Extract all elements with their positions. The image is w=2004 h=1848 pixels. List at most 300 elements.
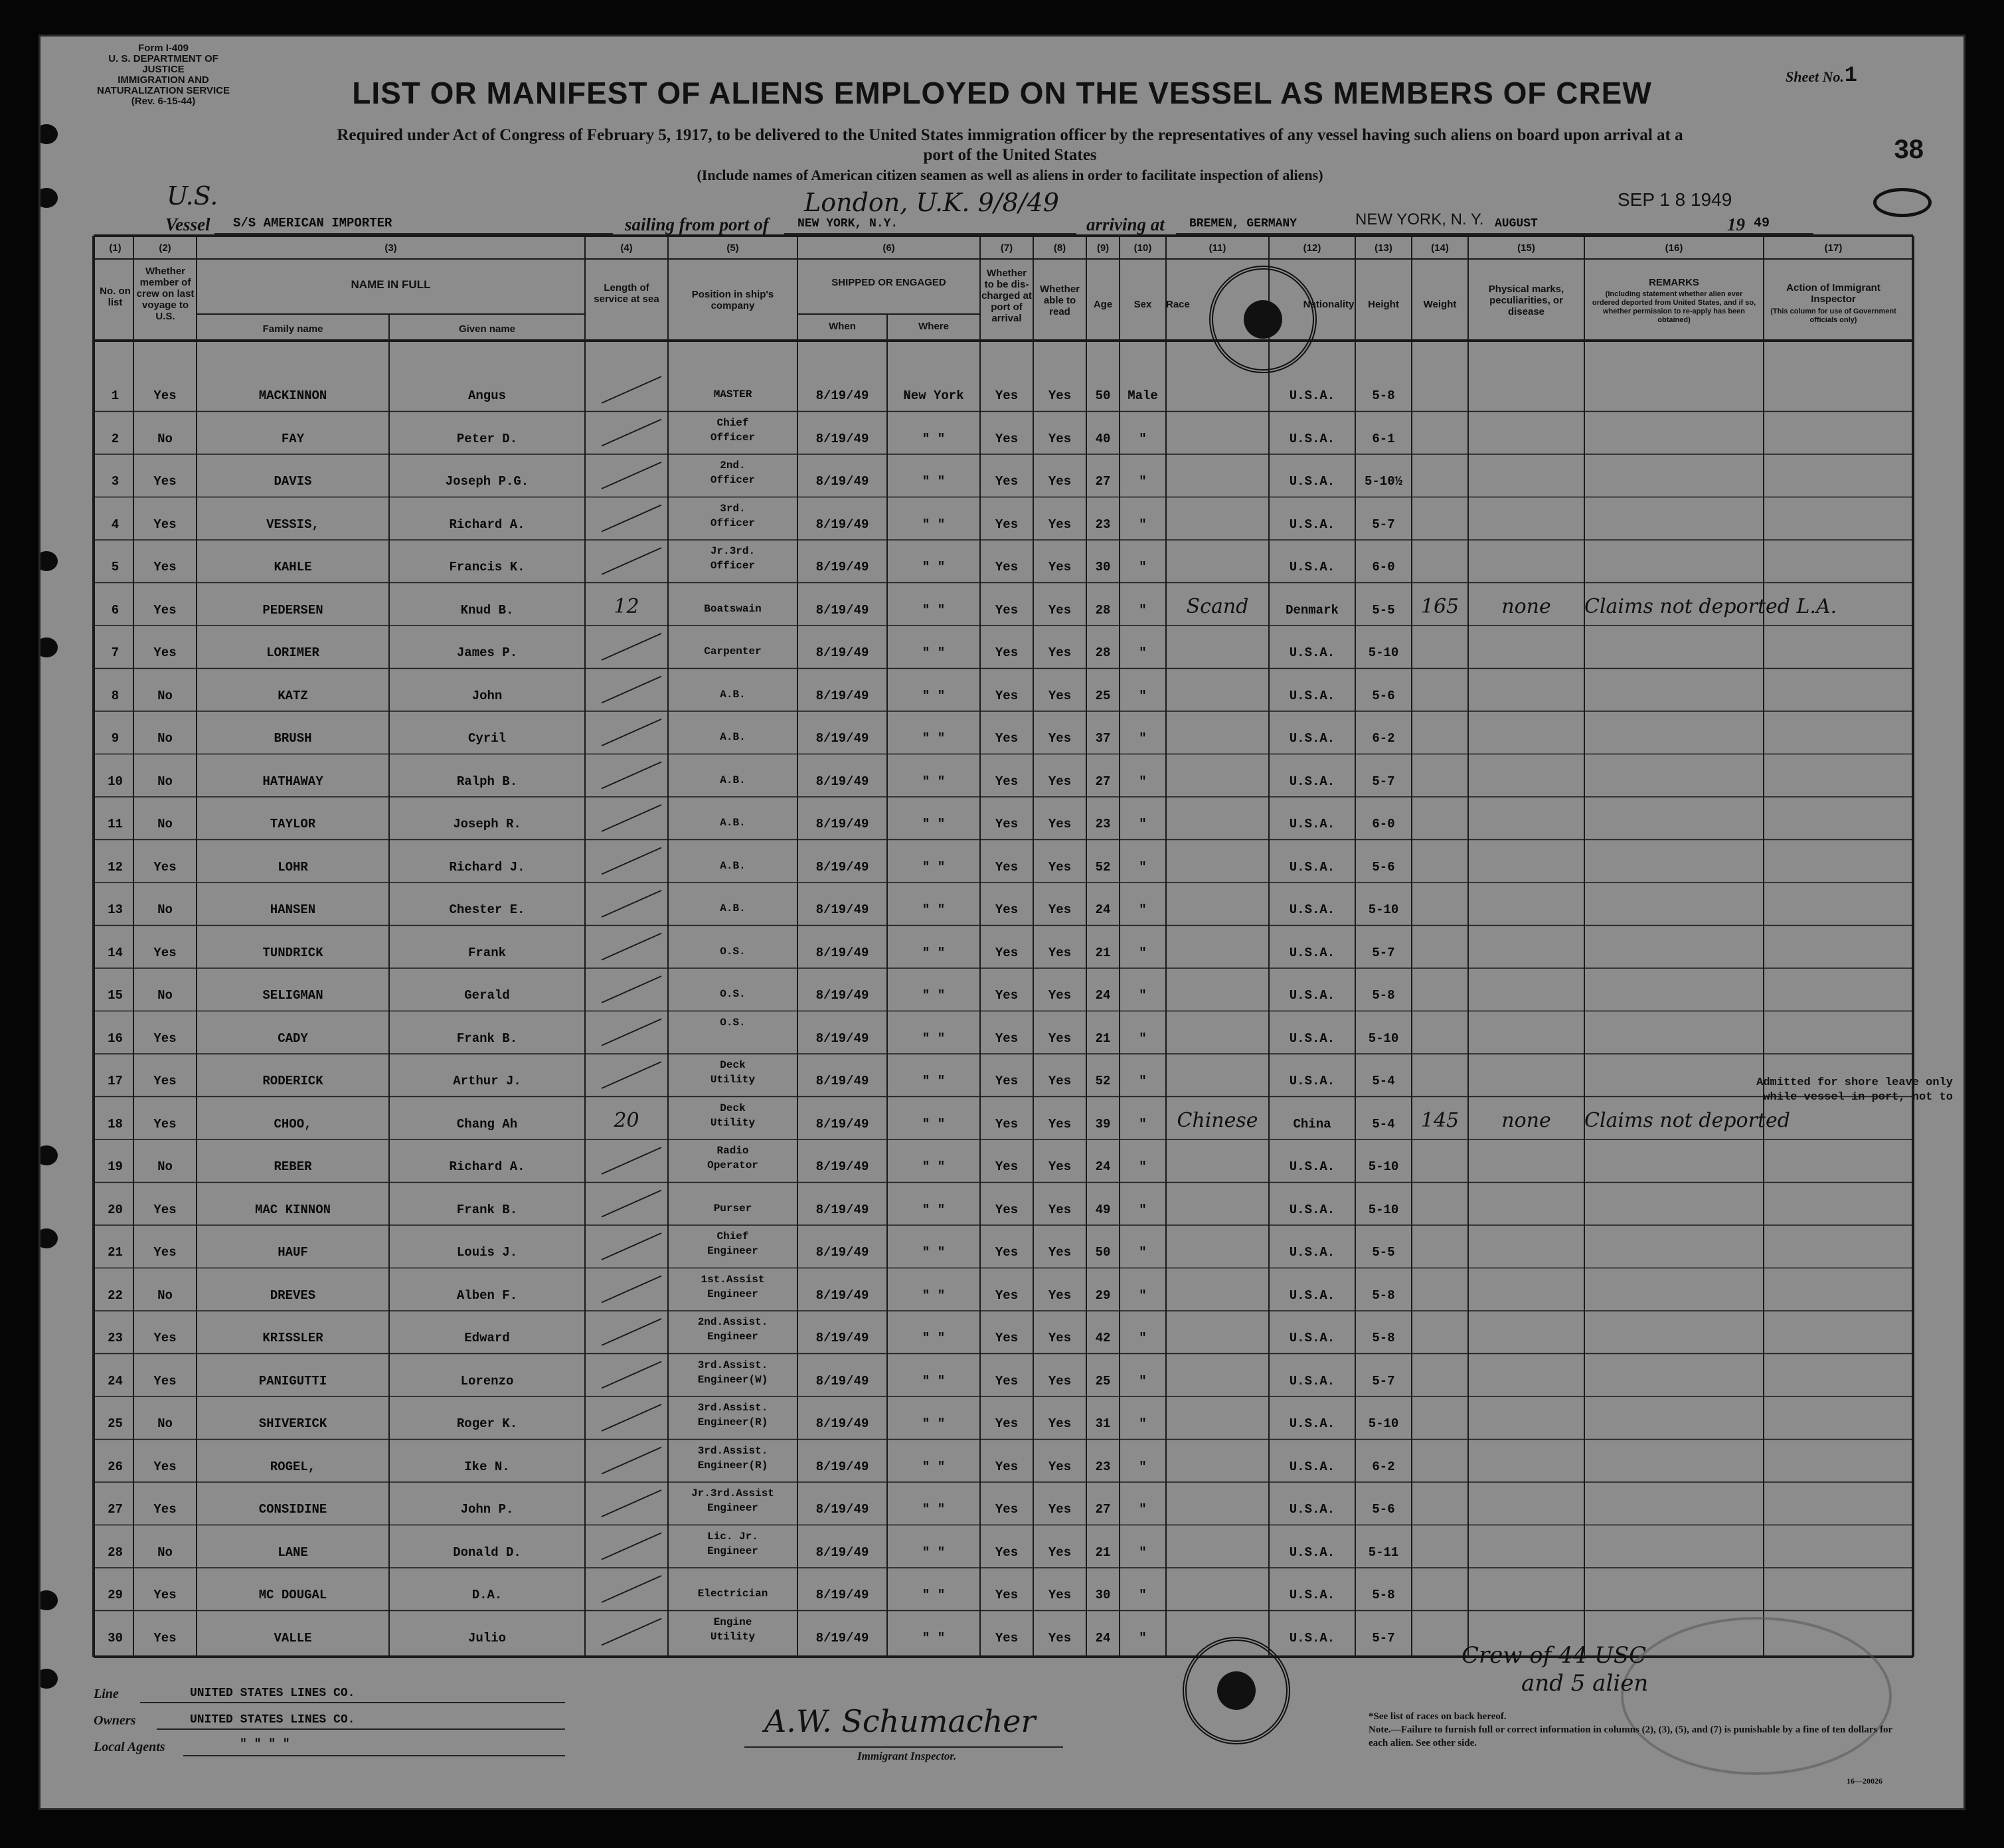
crew-read-cell: Yes [1048, 688, 1072, 703]
crew-no-cell: 22 [108, 1288, 123, 1303]
crew-when-cell: 8/19/49 [815, 388, 869, 403]
crew-where-cell: " " [922, 1331, 946, 1345]
crew-race-cell: Scand [1186, 594, 1249, 618]
crew-position-line2: A.B. [720, 731, 746, 743]
crew-read-cell: Yes [1048, 1588, 1072, 1602]
crew-read-cell: Yes [1048, 1373, 1072, 1388]
crew-nat-cell: U.S.A. [1289, 731, 1335, 746]
crew-height-cell: 6-2 [1372, 731, 1395, 746]
arriving-label: arriving at [1086, 214, 1165, 234]
crew-disch-cell: Yes [995, 388, 1019, 403]
crew-where-cell: " " [922, 731, 946, 746]
crew-last-cell: No [157, 774, 173, 789]
crew-last-cell: Yes [153, 1459, 177, 1474]
crew-when-cell: 8/19/49 [815, 731, 869, 746]
crew-where-cell: " " [922, 1630, 946, 1645]
colnum-12: (12) [1303, 242, 1321, 254]
crew-nat-cell: U.S.A. [1289, 1159, 1335, 1174]
crew-sex-cell: " [1139, 1202, 1147, 1217]
crew-given-cell: Ralph B. [456, 774, 518, 789]
crew-given-cell: John P. [460, 1502, 514, 1517]
crew-nat-cell: U.S.A. [1289, 1202, 1335, 1217]
crew-last-cell: Yes [153, 1031, 177, 1046]
crew-last-cell: Yes [153, 1116, 177, 1132]
crew-no-cell: 25 [108, 1416, 123, 1431]
crew-read-cell: Yes [1048, 388, 1072, 403]
footnotes [1369, 1710, 1900, 1750]
crew-where-cell: " " [922, 1502, 946, 1517]
crew-remarks-cell: Claims not deported [1584, 1108, 1790, 1132]
crew-position-line1: O.S. [720, 1016, 746, 1029]
crew-read-cell: Yes [1048, 859, 1072, 875]
crew-age-cell: 30 [1095, 560, 1111, 574]
crew-age-cell: 24 [1095, 988, 1111, 1003]
crew-nat-cell: U.S.A. [1289, 431, 1335, 446]
crew-family-cell: MC DOUGAL [258, 1588, 327, 1602]
header-no-on-list: No. on list [100, 286, 131, 308]
crew-where-cell: " " [922, 1545, 946, 1560]
crew-age-cell: 21 [1095, 1545, 1111, 1560]
crew-nat-cell: U.S.A. [1289, 1245, 1335, 1260]
crew-when-cell: 8/19/49 [815, 1331, 869, 1345]
crew-height-cell: 5-10 [1368, 1159, 1399, 1174]
crew-when-cell: 8/19/49 [815, 645, 869, 660]
crew-where-cell: " " [922, 517, 946, 532]
crew-where-cell: " " [922, 602, 946, 618]
crew-last-cell: No [157, 688, 173, 703]
header-family-name: Family name [262, 323, 323, 335]
footer-agents-value: " " " " [240, 1738, 290, 1751]
eagle-emblem-icon [1244, 300, 1282, 339]
crew-last-cell: Yes [153, 859, 177, 875]
crew-read-cell: Yes [1048, 560, 1072, 574]
crew-read-cell: Yes [1048, 817, 1072, 831]
footer-line-label: Line [94, 1687, 119, 1701]
crew-height-cell: 5-8 [1372, 1588, 1395, 1602]
crew-disch-cell: Yes [995, 1630, 1019, 1645]
crew-read-cell: Yes [1048, 1630, 1072, 1645]
crew-age-cell: 23 [1095, 1459, 1111, 1474]
crew-family-cell: REBER [274, 1159, 312, 1174]
crew-service-cell: 20 [614, 1108, 639, 1132]
crew-position-line2: Engineer [707, 1502, 758, 1514]
crew-no-cell: 17 [108, 1074, 123, 1088]
crew-when-cell: 8/19/49 [815, 988, 869, 1003]
crew-sex-cell: " [1139, 1116, 1147, 1132]
crew-position-line2: Purser [713, 1202, 752, 1215]
crew-family-cell: MACKINNON [258, 388, 327, 403]
crew-read-cell: Yes [1048, 1288, 1072, 1303]
crew-last-cell: No [157, 988, 173, 1003]
crew-height-cell: 5-7 [1372, 945, 1395, 960]
header-age: Age [1093, 299, 1113, 310]
crew-last-cell: Yes [153, 1630, 177, 1645]
footer-line-value: UNITED STATES LINES CO. [190, 1687, 355, 1700]
crew-last-cell: Yes [153, 945, 177, 960]
crew-family-cell: SELIGMAN [262, 988, 323, 1003]
crew-position-line2: A.B. [720, 774, 746, 786]
page-number: 38 [1894, 135, 1924, 164]
colnum-4: (4) [620, 242, 633, 254]
crew-age-cell: 49 [1095, 1202, 1111, 1217]
crew-nat-cell: U.S.A. [1289, 560, 1335, 574]
shore-leave-annotation: Admitted for shore leave only while vessel in port, not to [1756, 1076, 1953, 1104]
crew-position-line2: Engineer [707, 1245, 758, 1257]
colnum-1: (1) [109, 242, 122, 254]
crew-last-cell: No [157, 1416, 173, 1431]
header-position: Position in ship's company [691, 289, 774, 311]
crew-nat-cell: U.S.A. [1289, 1031, 1335, 1046]
crew-family-cell: TAYLOR [270, 817, 316, 831]
crew-last-cell: Yes [153, 1074, 177, 1088]
colnum-13: (13) [1375, 242, 1392, 254]
crew-given-cell: Arthur J. [453, 1074, 521, 1088]
crew-no-cell: 6 [111, 602, 120, 618]
crew-nat-cell: U.S.A. [1289, 517, 1335, 532]
crew-position-line2: O.S. [720, 988, 746, 1000]
crew-height-cell: 5-10 [1368, 645, 1399, 660]
crew-read-cell: Yes [1048, 988, 1072, 1003]
crew-last-cell: No [157, 431, 173, 446]
crew-where-cell: " " [922, 431, 946, 446]
crew-sex-cell: " [1139, 774, 1147, 789]
crew-nat-cell: U.S.A. [1289, 1331, 1335, 1345]
crew-sex-cell: " [1139, 1373, 1147, 1388]
arriving-stamp: NEW YORK, N. Y. [1355, 210, 1484, 228]
crew-no-cell: 5 [111, 560, 120, 574]
crew-given-cell: Lorenzo [460, 1373, 514, 1388]
crew-nat-cell: U.S.A. [1289, 1288, 1335, 1303]
crew-where-cell: " " [922, 1588, 946, 1602]
crew-sex-cell: " [1139, 1459, 1147, 1474]
header-where: Where [918, 321, 949, 332]
crew-sex-cell: " [1139, 1545, 1147, 1560]
colnum-9: (9) [1096, 242, 1110, 254]
crew-position-line1: 3rd.Assist. [697, 1402, 768, 1414]
crew-height-cell: 5-8 [1372, 988, 1395, 1003]
crew-when-cell: 8/19/49 [815, 1373, 869, 1388]
crew-when-cell: 8/19/49 [815, 431, 869, 446]
header-member-last-voyage: Whether member of crew on last voyage to U.S. [136, 266, 195, 322]
crew-family-cell: HANSEN [270, 902, 316, 917]
crew-position-line2: Boatswain [704, 602, 762, 615]
crew-sex-cell: " [1139, 1502, 1147, 1517]
crew-disch-cell: Yes [995, 474, 1019, 489]
crew-where-cell: " " [922, 1074, 946, 1088]
faint-stamp [1621, 1617, 1892, 1775]
crew-when-cell: 8/19/49 [815, 1202, 869, 1217]
crew-disch-cell: Yes [995, 1545, 1019, 1560]
crew-where-cell: " " [922, 1159, 946, 1174]
colnum-14: (14) [1431, 242, 1449, 254]
crew-given-cell: Frank B. [456, 1202, 518, 1217]
colnum-16: (16) [1665, 242, 1683, 254]
crew-sex-cell: " [1139, 645, 1147, 660]
header-able-read: Whether able to read [1040, 284, 1080, 317]
crew-where-cell: New York [903, 388, 964, 403]
crew-when-cell: 8/19/49 [815, 560, 869, 574]
crew-given-cell: John [471, 688, 503, 703]
crew-disch-cell: Yes [995, 1502, 1019, 1517]
crew-no-cell: 19 [108, 1159, 123, 1174]
crew-marks-cell: none [1501, 594, 1551, 618]
crew-sex-cell: " [1139, 1245, 1147, 1260]
header-sex: Sex [1133, 299, 1152, 310]
crew-given-cell: Angus [467, 388, 506, 403]
crew-read-cell: Yes [1048, 902, 1072, 917]
crew-height-cell: 5-4 [1372, 1074, 1395, 1088]
crew-age-cell: 27 [1095, 774, 1111, 789]
crew-race-cell: Chinese [1177, 1108, 1258, 1132]
crew-disch-cell: Yes [995, 1588, 1019, 1602]
crew-family-cell: ROGEL, [270, 1459, 316, 1474]
crew-age-cell: 21 [1095, 1031, 1111, 1046]
subtitle-port: port of the United States [923, 146, 1097, 164]
crew-height-cell: 5-10 [1368, 1031, 1399, 1046]
crew-where-cell: " " [922, 1031, 946, 1046]
crew-when-cell: 8/19/49 [815, 902, 869, 917]
sailing-label: sailing from port of [625, 214, 769, 234]
arriving-typed: BREMEN, GERMANY [1189, 217, 1297, 230]
crew-height-cell: 5-7 [1372, 1373, 1395, 1388]
crew-no-cell: 3 [111, 474, 120, 489]
header-discharged: Whether to be dis-charged at port of arrival [981, 268, 1032, 324]
header-nationality: Nationality [1303, 299, 1355, 310]
crew-family-cell: PANIGUTTI [258, 1373, 327, 1388]
crew-disch-cell: Yes [995, 1031, 1019, 1046]
crew-height-cell: 5-10½ [1364, 474, 1402, 489]
crew-nat-cell: U.S.A. [1289, 945, 1335, 960]
crew-no-cell: 13 [108, 902, 123, 917]
crew-nat-cell: U.S.A. [1289, 1588, 1335, 1602]
crew-position-line2: Engineer [707, 1545, 758, 1557]
crew-position-line2: A.B. [720, 688, 746, 701]
crew-nat-cell: U.S.A. [1289, 1459, 1335, 1474]
inspector-label: Immigrant Inspector. [857, 1750, 957, 1762]
crew-when-cell: 8/19/49 [815, 817, 869, 831]
crew-where-cell: " " [922, 1116, 946, 1132]
crew-nat-cell: U.S.A. [1289, 817, 1335, 831]
crew-given-cell: Julio [467, 1630, 506, 1645]
crew-age-cell: 31 [1095, 1416, 1111, 1431]
crew-given-cell: Joseph R. [453, 817, 521, 831]
sheet-number-value: 1 [1844, 63, 1857, 88]
crew-last-cell: Yes [153, 1202, 177, 1217]
colnum-8: (8) [1053, 242, 1066, 254]
crew-family-cell: HATHAWAY [262, 774, 323, 789]
crew-read-cell: Yes [1048, 1545, 1072, 1560]
crew-where-cell: " " [922, 1416, 946, 1431]
crew-age-cell: 27 [1095, 1502, 1111, 1517]
colnum-3: (3) [384, 242, 397, 254]
crew-last-cell: No [157, 902, 173, 917]
crew-when-cell: 8/19/49 [815, 1116, 869, 1132]
crew-given-cell: Roger K. [456, 1416, 518, 1431]
crew-last-cell: Yes [153, 474, 177, 489]
crew-given-cell: Louis J. [456, 1245, 518, 1260]
crew-disch-cell: Yes [995, 1074, 1019, 1088]
crew-age-cell: 40 [1095, 431, 1111, 446]
colnum-2: (2) [159, 242, 171, 254]
crew-position-line2: Engineer(W) [697, 1373, 768, 1386]
crew-family-cell: HAUF [278, 1245, 308, 1260]
crew-sex-cell: " [1139, 817, 1147, 831]
crew-nat-cell: U.S.A. [1289, 774, 1335, 789]
crew-no-cell: 23 [108, 1331, 123, 1345]
crew-where-cell: " " [922, 817, 946, 831]
crew-where-cell: " " [922, 1288, 946, 1303]
crew-no-cell: 7 [111, 645, 120, 660]
crew-family-cell: TUNDRICK [262, 945, 323, 960]
form-revision: (Rev. 6-15-44) [131, 96, 196, 107]
crew-position-line2: Engineer(R) [697, 1459, 768, 1471]
header-race: Race [1166, 299, 1190, 310]
crew-family-cell: KATZ [278, 688, 308, 703]
date-stamp: SEP 1 8 1949 [1618, 189, 1732, 210]
header-remarks-note: (Including statement whether alien ever ordered deported from United States, and if so, whether permission to re-apply has been obtained) [1592, 290, 1756, 324]
crew-disch-cell: Yes [995, 731, 1019, 746]
crew-height-cell: 5-5 [1372, 602, 1395, 618]
crew-height-cell: 5-10 [1368, 902, 1399, 917]
crew-last-cell: Yes [153, 1502, 177, 1517]
crew-sex-cell: " [1139, 1031, 1147, 1046]
crew-no-cell: 29 [108, 1588, 123, 1602]
crew-family-cell: BRUSH [274, 731, 312, 746]
header-physical-marks: Physical marks, peculiarities, or disease [1488, 284, 1564, 317]
crew-nat-cell: U.S.A. [1289, 474, 1335, 489]
crew-when-cell: 8/19/49 [815, 1159, 869, 1174]
crew-height-cell: 6-1 [1372, 431, 1395, 446]
crew-nat-cell: Denmark [1286, 602, 1339, 618]
crew-no-cell: 8 [111, 688, 120, 703]
crew-read-cell: Yes [1048, 1159, 1072, 1174]
crew-last-cell: Yes [153, 388, 177, 403]
crew-no-cell: 4 [111, 517, 120, 532]
crew-family-cell: RODERICK [262, 1074, 323, 1088]
crew-read-cell: Yes [1048, 1202, 1072, 1217]
crew-disch-cell: Yes [995, 1373, 1019, 1388]
crew-disch-cell: Yes [995, 1245, 1019, 1260]
crew-last-cell: Yes [153, 1331, 177, 1345]
crew-position-line1: Radio [716, 1145, 749, 1157]
eagle-emblem-icon [1217, 1671, 1256, 1710]
crew-where-cell: " " [922, 1202, 946, 1217]
footnote-races: *See list of races on back hereof. [1369, 1711, 1507, 1722]
crew-when-cell: 8/19/49 [815, 945, 869, 960]
crew-no-cell: 2 [111, 431, 120, 446]
crew-height-cell: 5-8 [1372, 388, 1395, 403]
crew-family-cell: DAVIS [274, 474, 312, 489]
crew-position-line1: Deck [720, 1059, 746, 1071]
crew-no-cell: 28 [108, 1545, 123, 1560]
crew-height-cell: 5-6 [1372, 859, 1395, 875]
crew-sex-cell: " [1139, 731, 1147, 746]
crew-age-cell: 30 [1095, 1588, 1111, 1602]
crew-given-cell: Richard J. [449, 859, 525, 875]
crew-sex-cell: " [1139, 431, 1147, 446]
inspector-signature: A.W. Schumacher [764, 1703, 1036, 1739]
crew-position-line1: 3rd.Assist. [697, 1444, 768, 1457]
crew-sex-cell: " [1139, 1630, 1147, 1645]
crew-disch-cell: Yes [995, 517, 1019, 532]
crew-age-cell: 25 [1095, 1373, 1111, 1388]
header-length-service: Length of service at sea [594, 282, 659, 305]
crew-age-cell: 24 [1095, 902, 1111, 917]
crew-position-line2: O.S. [720, 945, 746, 958]
crew-sex-cell: " [1139, 1288, 1147, 1303]
crew-age-cell: 29 [1095, 1288, 1111, 1303]
crew-no-cell: 18 [108, 1116, 123, 1132]
crew-position-line2: Carpenter [704, 645, 762, 657]
crew-height-cell: 5-8 [1372, 1288, 1395, 1303]
crew-age-cell: 25 [1095, 688, 1111, 703]
crew-where-cell: " " [922, 474, 946, 489]
crew-position-line2: Engineer(R) [697, 1416, 768, 1428]
crew-nat-cell: U.S.A. [1289, 388, 1335, 403]
crew-no-cell: 16 [108, 1031, 123, 1046]
crew-sex-cell: " [1139, 1159, 1147, 1174]
crew-no-cell: 20 [108, 1202, 123, 1217]
consulate-seal [1209, 266, 1317, 373]
crew-position-line2: Officer [710, 474, 756, 486]
crew-no-cell: 21 [108, 1245, 123, 1260]
crew-given-cell: Cyril [467, 731, 506, 746]
crew-nat-cell: U.S.A. [1289, 1416, 1335, 1431]
crew-disch-cell: Yes [995, 817, 1019, 831]
crew-disch-cell: Yes [995, 560, 1019, 574]
crew-age-cell: 23 [1095, 517, 1111, 532]
crew-read-cell: Yes [1048, 1502, 1072, 1517]
crew-where-cell: " " [922, 988, 946, 1003]
crew-family-cell: MAC KINNON [254, 1202, 331, 1217]
header-given-name: Given name [458, 323, 516, 335]
header-height: Height [1368, 299, 1399, 310]
crew-age-cell: 52 [1095, 859, 1111, 875]
crew-last-cell: No [157, 817, 173, 831]
crew-read-cell: Yes [1048, 1074, 1072, 1088]
crew-given-cell: Edward [464, 1331, 510, 1345]
crew-position-line1: 3rd. [720, 502, 746, 515]
crew-height-cell: 5-4 [1372, 1116, 1395, 1132]
crew-when-cell: 8/19/49 [815, 1545, 869, 1560]
crew-family-cell: PEDERSEN [262, 602, 323, 618]
crew-disch-cell: Yes [995, 1459, 1019, 1474]
crew-height-cell: 5-6 [1372, 1502, 1395, 1517]
crew-disch-cell: Yes [995, 902, 1019, 917]
crew-last-cell: No [157, 1545, 173, 1560]
crew-when-cell: 8/19/49 [815, 1074, 869, 1088]
crew-sex-cell: " [1139, 602, 1147, 618]
footnote-penalty: Note.—Failure to furnish full or correct information in columns (2), (3), (5), and (7) is punishable by a fine of ten dollars for each alien. See other side. [1369, 1724, 1892, 1748]
crew-weight-cell: 145 [1420, 1108, 1460, 1132]
crew-marks-cell: none [1501, 1108, 1551, 1132]
crew-read-cell: Yes [1048, 602, 1072, 618]
crew-where-cell: " " [922, 1245, 946, 1260]
crew-last-cell: No [157, 1288, 173, 1303]
crew-nat-cell: U.S.A. [1289, 988, 1335, 1003]
vessel-label: Vessel [165, 214, 210, 234]
crew-read-cell: Yes [1048, 1116, 1072, 1132]
consulate-seal-footer [1183, 1637, 1290, 1744]
handwritten-us: U.S. [167, 181, 218, 210]
crew-given-cell: D.A. [471, 1588, 503, 1602]
crew-position-line1: 3rd.Assist. [697, 1359, 768, 1371]
crew-sex-cell: " [1139, 902, 1147, 917]
crew-when-cell: 8/19/49 [815, 859, 869, 875]
crew-when-cell: 8/19/49 [815, 1630, 869, 1645]
crew-no-cell: 14 [108, 945, 123, 960]
crew-where-cell: " " [922, 902, 946, 917]
